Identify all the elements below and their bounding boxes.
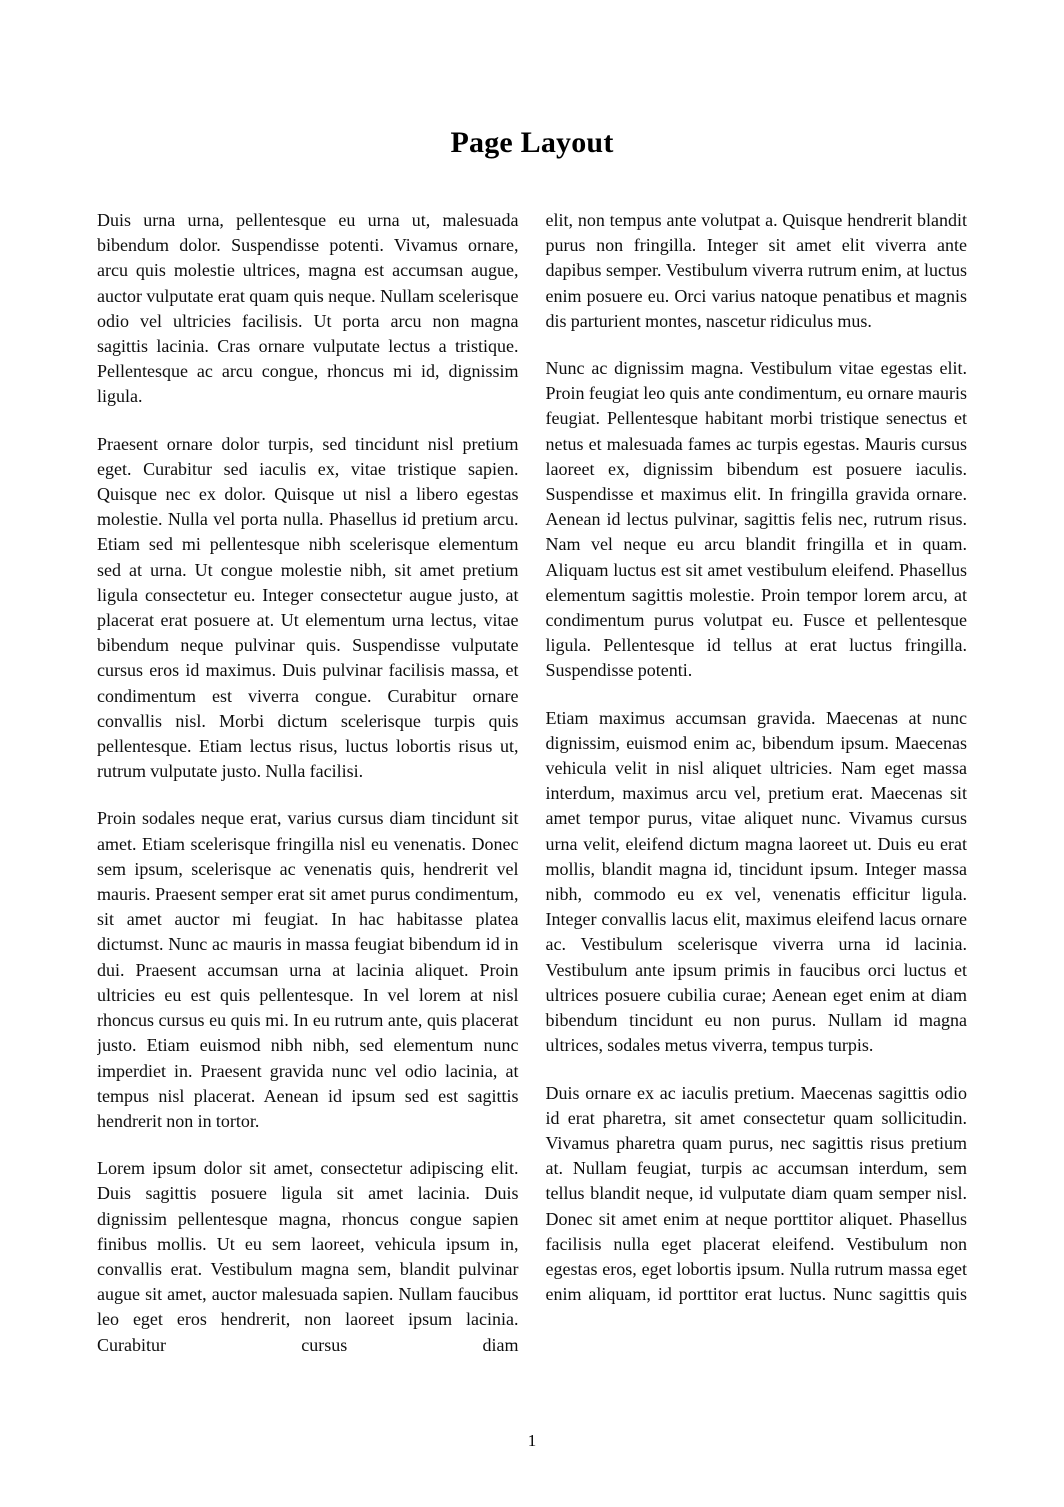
page-number: 1 [527, 1431, 537, 1450]
paragraph-duis-ornare: Duis ornare ex ac iaculis pretium. Maecenas sagittis odio id erat pharetra, sit amet consectetur quam sollicitudin. Vivamus pharetra quam purus, nec sagittis risus pretium at. Nullam feugiat, turpis ac accumsan interdum, sem tellus blandit neque, id vulputate diam quam semper nisl. Donec sit amet enim at neque porttitor aliquet. Phasellus facilisis nulla eget placerat eleifend. Vestibulum non egestas eros, eget lobortis ipsum. Nulla rutrum massa eget enim aliquam, id porttitor erat luctus. Nunc sagittis quis [545, 1082, 967, 1305]
paragraph-etiam-maximus: Etiam maximus accumsan gravida. Maecenas at nunc dignissim, euismod enim ac, bibendum ipsum. Maecenas vehicula velit in nisl aliquet ultricies. Nam eget massa interdum, maximus arcu vel, pretium erat. Maecenas sit amet tempor purus, vitae aliquet nunc. Vivamus cursus urna velit, eleifend dictum magna laoreet ut. Duis eu erat mollis, blandit magna id, tincidunt ipsum. Integer massa nibh, commodo eu ex vel, venenatis efficitur ligula. Integer convallis lacus elit, maximus eleifend lacus ornare ac. Vestibulum scelerisque viverra urna id lacinia. Vestibulum ante ipsum primis in faucibus orci luctus et ultrices posuere cubilia curae; Aenean eget enim at diam bibendum tincidunt eu non purus. Nullam id magna ultrices, sodales metus viverra, tempus turpis. [545, 707, 967, 1056]
paragraph-nunc-ac-dignissim: Nunc ac dignissim magna. Vestibulum vitae egestas elit. Proin feugiat leo quis ante condimentum, eu ornare mauris feugiat. Pellentesque habitant morbi tristique senectus et netus et malesuada fames ac turpis egestas. Mauris cursus laoreet ex, dignissim bibendum est posuere iaculis. Suspendisse et maximus elit. In fringilla gravida ornare. Aenean id lectus pulvinar, sagittis felis nec, rutrum risus. Nam vel neque eu arcu blandit fringilla et in quam. Aliquam luctus est sit amet vestibulum eleifend. Phasellus elementum sagittis molestie. Proin tempor lorem arcu, at condimentum purus volutpat eu. Fusce et pellentesque ligula. Pellentesque id tellus at erat luctus fringilla. Suspendisse potenti. [545, 358, 967, 681]
paragraph-lorem-ipsum-part2: elit, non tempus ante volutpat a. Quisque hendrerit blandit purus non fringilla. Integer sit amet elit viverra ante dapibus semper. Vestibulum viverra rutrum enim, at luctus enim posuere eu. Orci varius natoque penatibus et magnis dis parturient montes, nascetur ridiculus mus. [545, 210, 967, 331]
paragraph-duis-urna: Duis urna urna, pellentesque eu urna ut, malesuada bibendum dolor. Suspendisse potenti. Vivamus ornare, arcu quis molestie ultrices, magna est accumsan augue, auctor vulputate erat quam quis neque. Nullam scelerisque odio vel ultricies facilisis. Ut porta arcu non magna sagittis lacinia. Cras ornare vulputate lectus a tristique. Pellentesque ac arcu congue, rhoncus mi id, dignissim ligula. [97, 210, 519, 407]
text-columns [97, 208, 967, 1423]
page-title-text: Page Layout [450, 126, 614, 159]
column-right [546, 208, 968, 1423]
paragraph-lorem-ipsum-part1: Lorem ipsum dolor sit amet, consectetur adipiscing elit. Duis sagittis posuere ligula sit amet lacinia. Duis dignissim pellentesque magna, rhoncus congue sapien finibus mollis. Ut eu sem laoreet, vehicula ipsum in, convallis erat. Vestibulum magna sem, blandit pulvinar augue sit amet, auctor malesuada sapien. Nullam faucibus leo eget eros hendrerit, non laoreet ipsum lacinia. Curabitur cursus diam [97, 1158, 519, 1355]
paragraph-proin-sodales: Proin sodales neque erat, varius cursus diam tincidunt sit amet. Etiam scelerisque fringilla nisl eu venenatis. Donec sem ipsum, scelerisque ac venenatis quis, hendrerit vel mauris. Praesent semper erat sit amet purus condimentum, sit amet auctor mi feugiat. In hac habitasse platea dictumst. Nunc ac mauris in massa feugiat bibendum id in dui. Praesent accumsan urna at lacinia aliquet. Proin ultricies eu est quis pellentesque. In vel lorem at nisl rhoncus cursus eu quis mi. In eu rutrum ante, quis placerat justo. Etiam euismod nibh nibh, sed elementum nunc imperdiet in. Praesent gravida nunc vel odio lacinia, at tempus nisl placerat. Aenean id ipsum sed est sagittis hendrerit non in tortor. [97, 808, 519, 1131]
page-title [97, 0, 967, 160]
column-left [97, 208, 519, 1423]
paragraph-praesent-ornare: Praesent ornare dolor turpis, sed tincidunt nisl pretium eget. Curabitur sed iaculis ex, vitae tristique sapien. Quisque nec ex dolor. Quisque ut nisl a libero egestas molestie. Nulla vel porta nulla. Phasellus id pretium arcu. Etiam sed mi pellentesque nibh scelerisque elementum sed at urna. Ut congue molestie nibh, sit amet pretium ligula consectetur eu. Integer consectetur augue justo, at placerat erat posuere at. Ut elementum urna lectus, vitae bibendum neque pulvinar quis. Suspendisse vulputate cursus eros id maximus. Duis pulvinar facilisis massa, et condimentum est viverra congue. Curabitur ornare convallis nisl. Morbi dictum scelerisque turpis quis pellentesque. Etiam lectus risus, luctus lobortis risus ut, rutrum vulputate justo. Nulla facilisi. [97, 433, 519, 782]
